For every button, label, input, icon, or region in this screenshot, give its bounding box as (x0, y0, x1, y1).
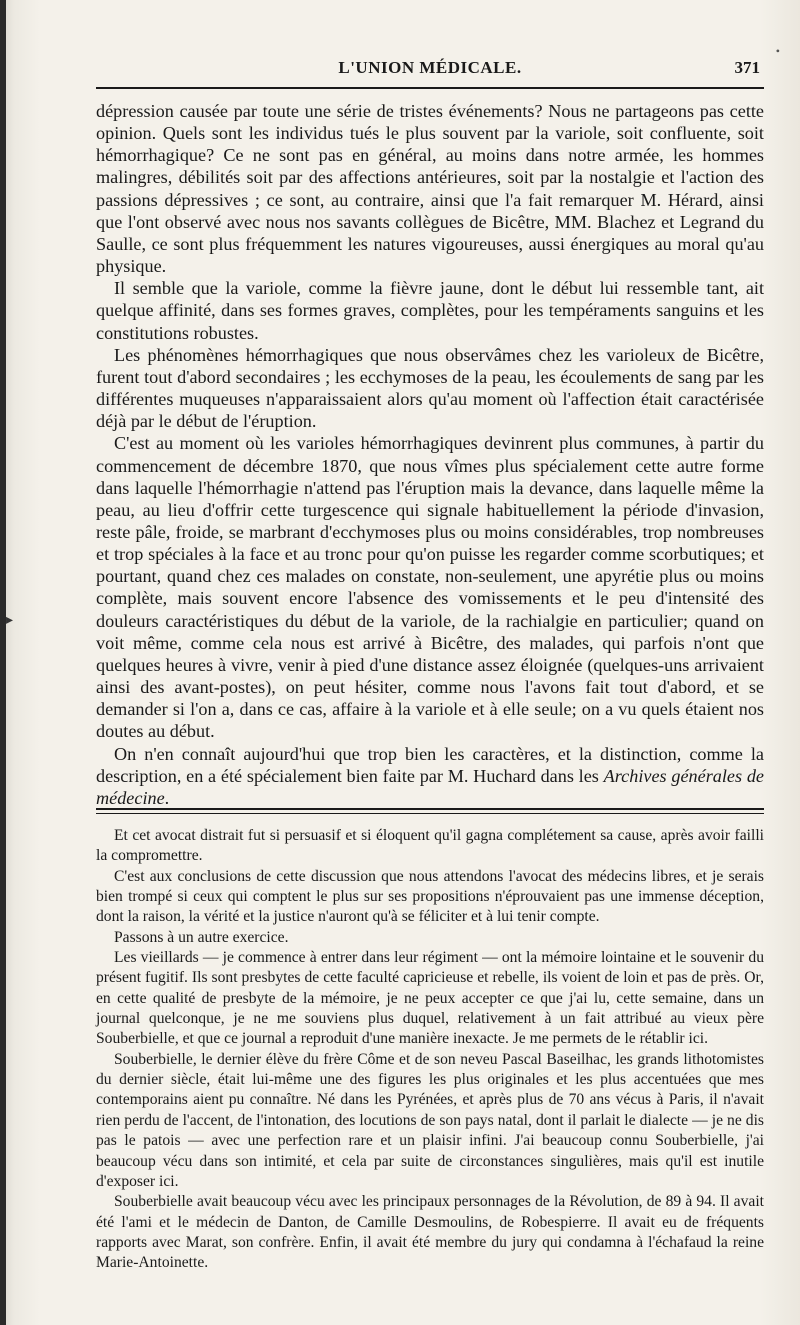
feuilleton-paragraph: Souberbielle, le dernier élève du frère Côme et de son neveu Pascal Baseilhac, les grands lithotomistes du dernier siècle, était lui-même une des figures les plus originales et les plus accentuées que mes contemporains aient pu connaître. Né dans les Pyrénées, et après plus de 70 ans vécus à Paris, il n'avait rien perdu de l'accent, de l'intonation, des locutions de son pays natal, dont il parlait le dialecte — je ne dis pas le patois — avec une perfection rare et un plaisir infini. J'ai beaucoup connu Souberbielle, j'ai beaucoup vécu dans son intimité, et cela par suite de circonstances singulières, mais qu'il est inutile d'exposer ici. (96, 1050, 764, 1190)
paragraph-text: . (164, 787, 170, 808)
paragraph: Il semble que la variole, comme la fièvre jaune, dont le début lui ressemble tant, ait quelque affinité, dans ses formes graves, complètes, pour les tempéraments sanguins et les constitutions robustes. (96, 278, 764, 343)
feuilleton-paragraph: Passons à un autre exercice. (114, 928, 289, 946)
paragraph: Les phénomènes hémorrhagiques que nous observâmes chez les varioleux de Bicêtre, furent tout d'abord secondaires ; les ecchymoses de la peau, les écoulements de sang par les différentes muqueuses n'apparaissaient alors qu'au moment où l'affection était caractérisée déjà par le début de l'éruption. (96, 344, 764, 432)
page-number: 371 (734, 58, 760, 77)
feuilleton-rule-upper (96, 808, 764, 810)
feuilleton-paragraph: C'est aux conclusions de cette discussion que nous attendons l'avocat des médecins libres, et je serais bien trompé si ceux qui comptent le plus sur ses propositions n'éprouvaient pas une immense déception, dont la raison, la vérité et la justice n'auront qu'à se féliciter et à lui tenir compte. (96, 867, 764, 926)
journal-title: Archives générales de médecine (96, 765, 764, 808)
header-rule (96, 87, 764, 89)
page-header (96, 58, 764, 84)
paragraph (96, 743, 764, 809)
feuilleton-paragraph: Et cet avocat distrait fut si persuasif et si éloquent qu'il gagna complétement sa cause, après avoir failli la compromettre. (96, 827, 764, 865)
page-binding-edge (0, 0, 6, 1325)
paragraph: C'est au moment où les varioles hémorrhagiques devinrent plus communes, à partir du commencement de décembre 1870, que nous vîmes plus spécialement cette autre forme dans laquelle l'hémorrhagie n'attend pas l'éruption mais la devance, dans laquelle même la peau, au lieu d'offrir cette turgescence qui signale habituellement la période d'invasion, reste pâle, froide, se marbrant d'ecchymoses plus ou moins considérables, trop nombreuses et trop spéciales à la face et au tronc pour qu'on puisse les regarder comme scorbutiques; et pourtant, quand chez ces malades on constate, non-seulement, une apyrétie plus ou moins complète, mais souvent encore l'absence des vomissements et le peu d'intensité des douleurs caractéristiques du début de la variole, de la rachialgie en particulier; quand on voit même, comme cela nous est arrivé à Bicêtre, des malades, qui parfois n'ont que quelques heures à vivre, venir à pied d'une distance assez éloignée (quelques-uns arrivaient ainsi des avant-postes), on peut hésiter, comme nous l'avons fait tout d'abord, et se demander si l'on a, dans ce cas, affaire à la variole et à elle seule; on a vu quels étaient nos doutes au début. (96, 433, 764, 742)
feuilleton-paragraph: Les vieillards — je commence à entrer dans leur régiment — ont la mémoire lointaine et le souvenir du présent fugitif. Ils sont presbytes de cette faculté capricieuse et rebelle, ils voient de loin et pas de près. Or, en cette qualité de presbyte de la mémoire, je ne peux accepter ce que j'ai lu, cette semaine, dans un journal quelconque, je ne me souviens plus duquel, relativement à un fait attribué au vieux père Souberbielle, et que ce journal a reproduit d'une manière inexacte. Je me permets de le rétablir ici. (96, 949, 764, 1048)
corner-dot-icon: • (775, 44, 780, 58)
running-title: L'UNION MÉDICALE. (338, 58, 522, 77)
paragraph: dépression causée par toute une série de tristes événements? Nous ne partageons pas cette opinion. Quels sont les individus tués le plus souvent par la variole, soit confluente, soit hémorrhagique? Ce ne sont pas en général, au moins dans notre armée, les hommes malingres, débilités soit par des affections antérieures, soit par la nostalgie et l'action des passions dépressives ; ce sont, au contraire, ainsi que l'a fait remarquer M. Hérard, ainsi que l'ont observé avec nous nos savants collègues de Bicêtre, MM. Blachez et Legrand du Saulle, ce sont plus fréquemment les natures vigoureuses, aussi énergiques au moral qu'au physique. (96, 101, 764, 277)
article-body (96, 100, 764, 809)
feuilleton-section (96, 826, 764, 1274)
feuilleton-rule-lower (96, 813, 764, 814)
paragraph-text: On n'en connaît aujourd'hui que trop bien les caractères, et la distinction, comme la description, en a été spécialement bien faite par M. Huchard dans les (96, 743, 764, 786)
margin-arrow-icon: ▸ (6, 613, 14, 628)
feuilleton-paragraph: Souberbielle avait beaucoup vécu avec les principaux personnages de la Révolution, de 89 à 94. Il avait été l'ami et le médecin de Danton, de Camille Desmoulins, de Robespierre. Il avait eu de fréquents rapports avec Marat, son confrère. Enfin, il avait été membre du jury qui condamna à l'échafaud la reine Marie-Antoinette. (96, 1193, 764, 1272)
